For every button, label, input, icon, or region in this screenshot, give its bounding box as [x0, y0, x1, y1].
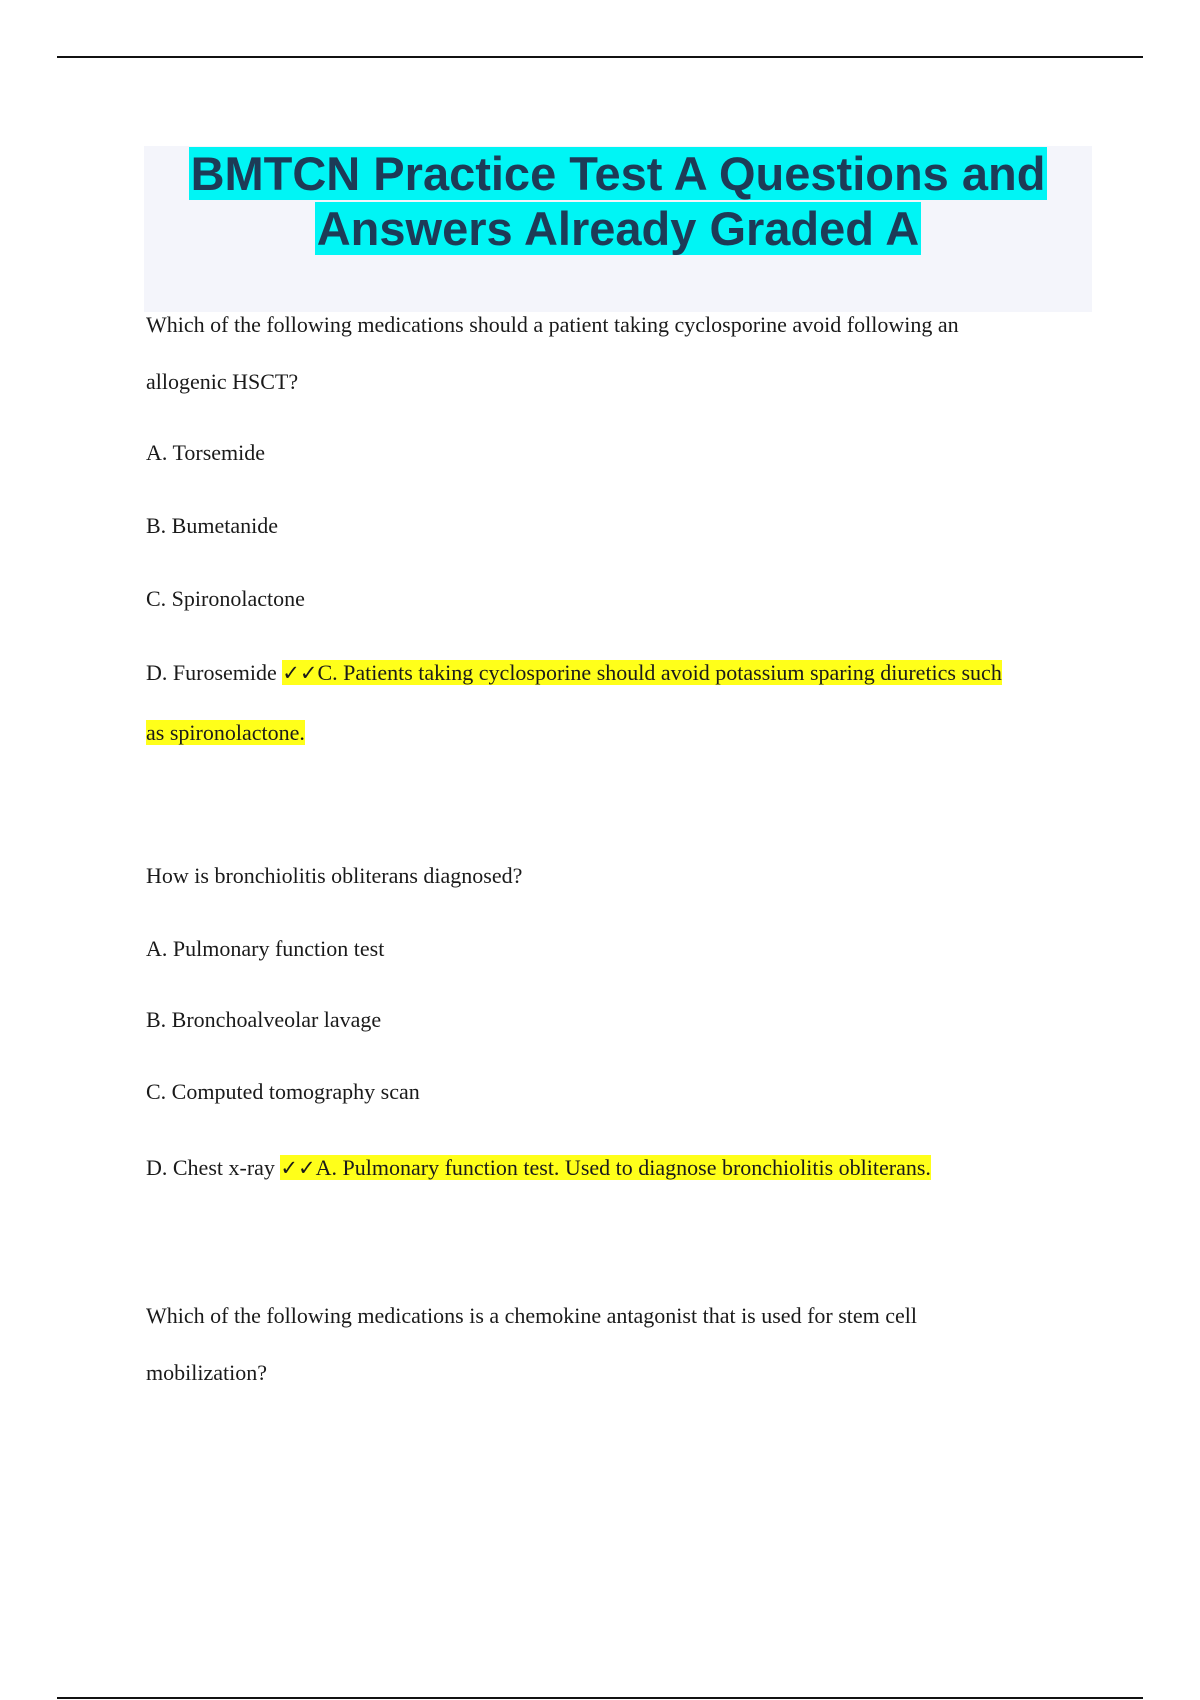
question-2-option-d: D. Chest x-ray — [146, 1155, 275, 1180]
question-2-option-a: A. Pulmonary function test — [146, 936, 385, 961]
question-2-stem: How is bronchiolitis obliterans diagnosed? — [146, 863, 523, 888]
question-1-answer-line-2-row — [146, 720, 305, 746]
question-2-option-d-line — [146, 1155, 931, 1181]
question-1-option-a: A. Torsemide — [146, 440, 266, 465]
question-1-answer-highlight — [282, 660, 1002, 685]
question-2-option-c: C. Computed tomography scan — [146, 1079, 420, 1104]
title-block — [144, 146, 1092, 312]
question-3-stem-line-1: Which of the following medications is a chemokine antagonist that is used for stem cell — [146, 1303, 918, 1328]
question-1-option-d: D. Furosemide — [146, 660, 277, 685]
question-1-stem-line-1: Which of the following medications should a patient taking cyclosporine avoid following an — [146, 312, 959, 337]
question-1-stem-line-2: allogenic HSCT? — [146, 369, 299, 394]
bottom-rule — [57, 1697, 1143, 1699]
checkmark-icon: ✓✓ — [282, 661, 318, 685]
checkmark-icon: ✓✓ — [280, 1156, 316, 1180]
question-1-option-d-line — [146, 660, 1002, 686]
question-2-option-b: B. Bronchoalveolar lavage — [146, 1007, 382, 1032]
question-2-answer-line-1: A. Pulmonary function test. Used to diagnose bronchiolitis obliterans. — [315, 1155, 931, 1180]
title-line-1: BMTCN Practice Test A Questions and — [190, 147, 1046, 200]
question-1-option-c: C. Spironolactone — [146, 586, 305, 611]
question-2-answer-highlight — [280, 1155, 931, 1180]
title-line-2: Answers Already Graded A — [316, 202, 920, 255]
question-1-answer-line-2: as spironolactone. — [146, 720, 305, 745]
question-1-answer-line-1: C. Patients taking cyclosporine should avoid potassium sparing diuretics such — [317, 660, 1002, 685]
document-title — [144, 146, 1092, 256]
top-rule — [57, 56, 1143, 58]
question-3-stem-line-2: mobilization? — [146, 1360, 267, 1385]
question-1-option-b: B. Bumetanide — [146, 513, 278, 538]
